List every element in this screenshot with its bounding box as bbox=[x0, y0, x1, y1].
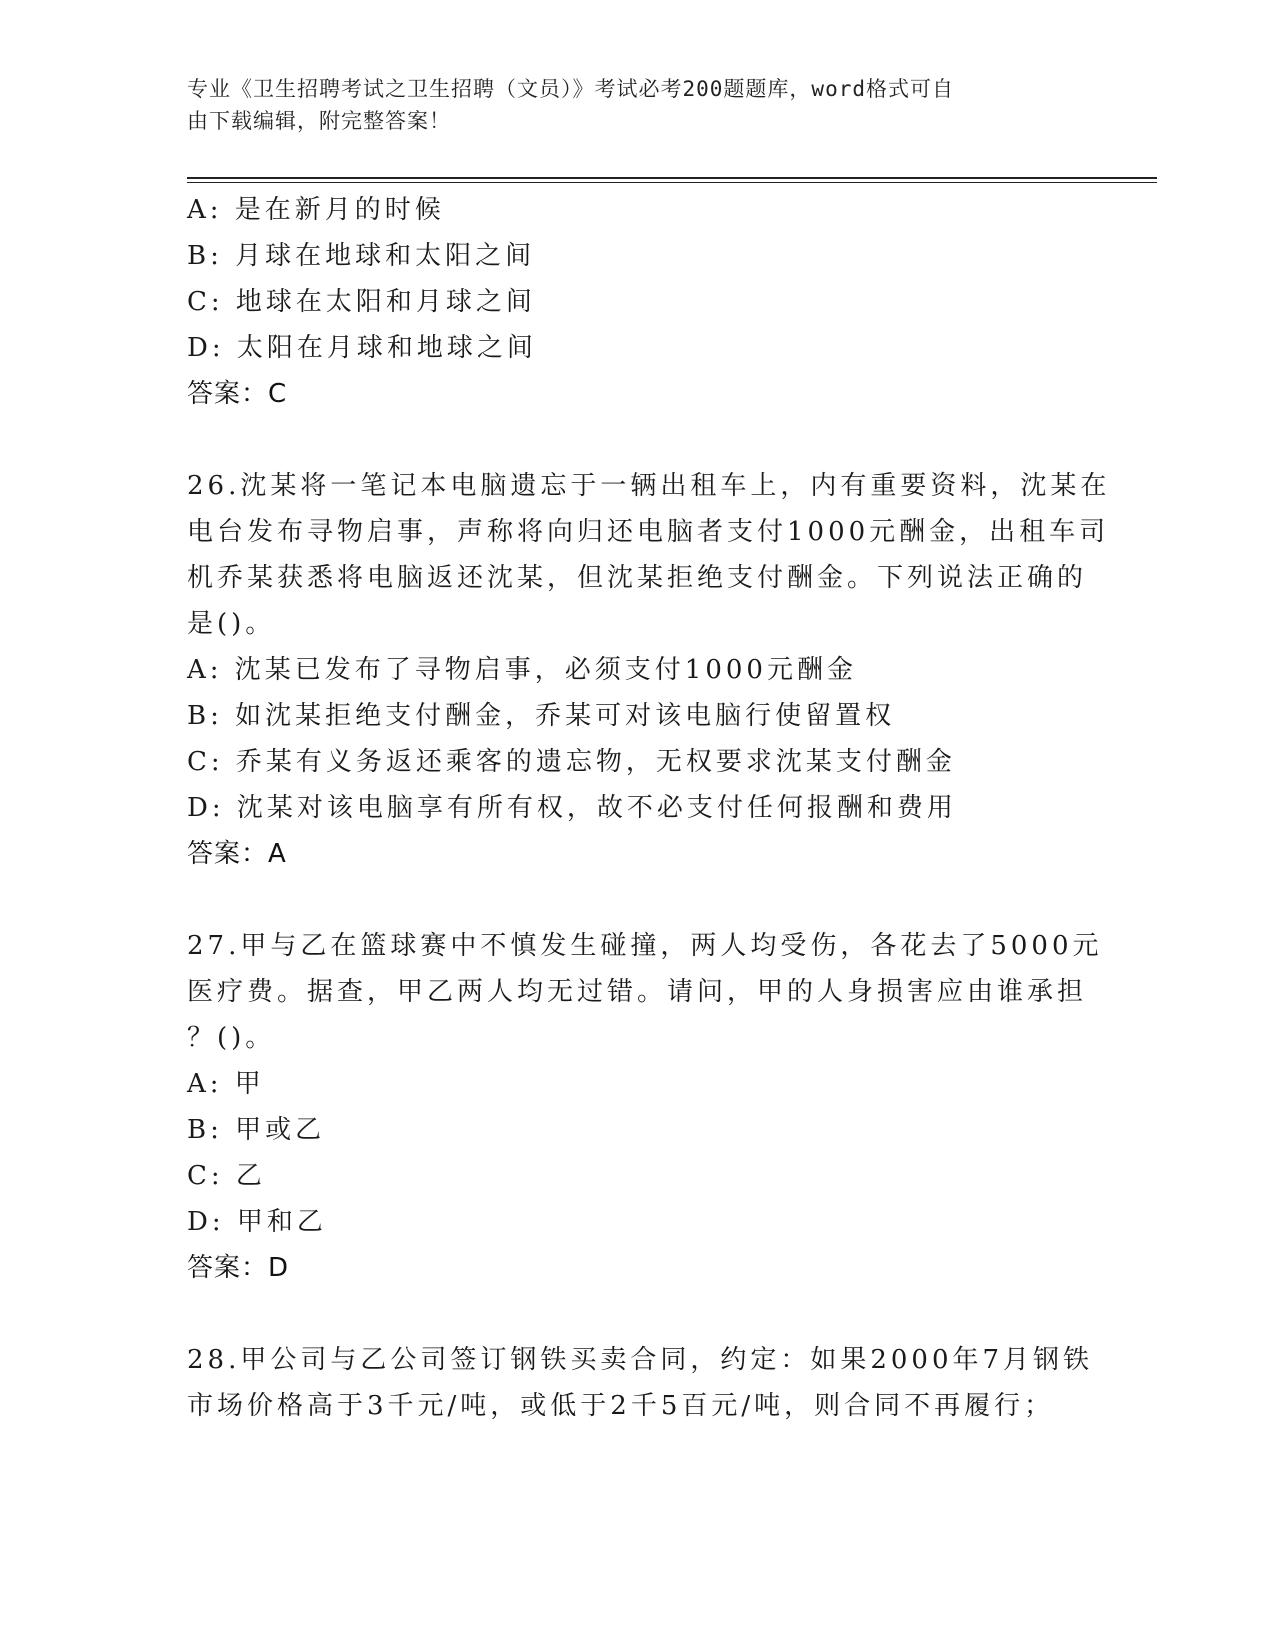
option-b: B: 甲或乙 bbox=[187, 1115, 326, 1145]
option-a: A: 是在新月的时候 bbox=[187, 195, 445, 225]
question-stem-line: 机乔某获悉将电脑返还沈某，但沈某拒绝支付酬金。下列说法正确的 bbox=[187, 563, 1088, 593]
option-c: C: 乙 bbox=[187, 1161, 266, 1191]
spacer bbox=[187, 1291, 1087, 1337]
question-28 bbox=[187, 1337, 1094, 1429]
header-divider-thin bbox=[187, 182, 1157, 183]
question-stem-line: 市场价格高于3千元/吨，或低于2千5百元/吨，则合同不再履行； bbox=[187, 1391, 1055, 1421]
option-a: A: 甲 bbox=[187, 1069, 265, 1099]
option-b: B: 如沈某拒绝支付酬金，乔某可对该电脑行使留置权 bbox=[187, 701, 896, 731]
option-a: A: 沈某已发布了寻物启事，必须支付1000元酬金 bbox=[187, 655, 857, 685]
header-divider-thick bbox=[187, 177, 1157, 179]
question-stem-line: 28.甲公司与乙公司签订钢铁买卖合同，约定：如果2000年7月钢铁 bbox=[187, 1345, 1094, 1375]
spacer bbox=[187, 877, 1087, 923]
question-25 bbox=[187, 187, 1087, 417]
answer: 答案：D bbox=[187, 1253, 290, 1283]
option-b: B: 月球在地球和太阳之间 bbox=[187, 241, 536, 271]
option-d: D: 太阳在月球和地球之间 bbox=[187, 333, 537, 363]
question-stem-line: 27.甲与乙在篮球赛中不慎发生碰撞，两人均受伤，各花去了5000元 bbox=[187, 931, 1103, 961]
question-26 bbox=[187, 463, 1111, 877]
question-stem-line: 是()。 bbox=[187, 609, 276, 639]
spacer bbox=[187, 417, 1087, 463]
option-d: D: 甲和乙 bbox=[187, 1207, 327, 1237]
question-stem-line: 26.沈某将一笔记本电脑遗忘于一辆出租车上，内有重要资料，沈某在 bbox=[187, 471, 1111, 501]
question-stem-line: 电台发布寻物启事，声称将向归还电脑者支付1000元酬金，出租车司 bbox=[187, 517, 1110, 547]
option-c: C: 乔某有义务返还乘客的遗忘物，无权要求沈某支付酬金 bbox=[187, 747, 956, 777]
document-header bbox=[187, 73, 1067, 137]
option-c: C: 地球在太阳和月球之间 bbox=[187, 287, 536, 317]
question-stem-line: 医疗费。据查，甲乙两人均无过错。请问，甲的人身损害应由谁承担 bbox=[187, 977, 1088, 1007]
question-27 bbox=[187, 923, 1103, 1291]
question-stem-line: ？()。 bbox=[187, 1023, 276, 1053]
document-body bbox=[187, 187, 1111, 1429]
answer: 答案：C bbox=[187, 379, 288, 409]
header-line-2: 由下载编辑，附完整答案！ bbox=[187, 109, 451, 133]
header-line-1: 专业《卫生招聘考试之卫生招聘（文员）》考试必考200题题库，word格式可自 bbox=[187, 77, 954, 101]
answer: 答案：A bbox=[187, 839, 287, 869]
option-d: D: 沈某对该电脑享有所有权，故不必支付任何报酬和费用 bbox=[187, 793, 957, 823]
